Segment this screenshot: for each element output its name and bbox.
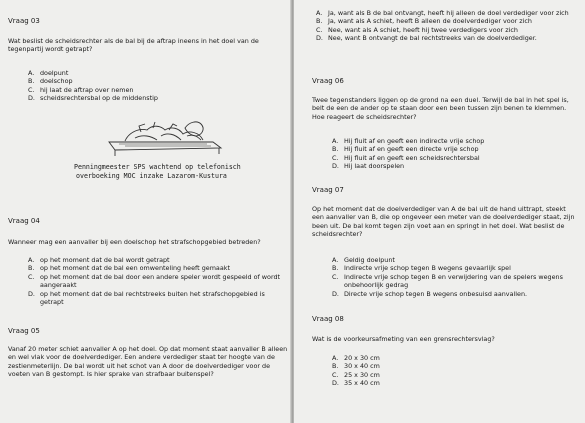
option: B. doelschop <box>28 77 73 86</box>
question-7-title: Vraag 07 <box>312 186 344 194</box>
question-8-text: Wat is de voorkeursafmeting van een grensrechtersvlag? <box>312 335 495 343</box>
option: C. Indirecte vrije schop tegen B en verwijdering van de spelers wegens onbehoorlijk gedrag <box>332 272 563 290</box>
question-8-options <box>332 354 532 388</box>
question-3-title: Vraag 03 <box>8 17 40 25</box>
sleeping-man-sketch <box>95 114 230 160</box>
question-4-options <box>28 256 286 306</box>
option: B. 30 x 40 cm <box>332 362 380 371</box>
option: A. Ja, want als B de bal ontvangt, heeft hij alleen de doel verdediger voor zich <box>316 9 569 17</box>
question-4-title: Vraag 04 <box>8 217 40 225</box>
option: B. Indirecte vrije schop tegen B wegens gevaarlijk spel <box>332 264 511 273</box>
right-page <box>294 0 585 423</box>
option: C. 25 x 30 cm <box>332 370 380 379</box>
question-4-text: Wanneer mag een aanvaller bij een doelschop het strafschopgebied betreden? <box>8 238 261 246</box>
option: B. Hij fluit af en geeft een directe vrije schop <box>332 145 479 154</box>
option: A. Geldig doelpunt <box>332 256 395 264</box>
option: D. Nee, want B ontvangt de bal rechtstreeks van de doelverdediger. <box>316 34 537 43</box>
question-6-options <box>332 137 572 171</box>
question-3-text: Wat beslist de scheidsrechter als de bal bij de aftrap ineens in het doel van de tegenpartij wordt getrapt? <box>8 37 259 54</box>
option: D. 35 x 40 cm <box>332 379 380 388</box>
left-page <box>0 0 291 423</box>
question-6-text: Twee tegenstanders liggen op de grond na een duel. Terwijl de bal in het spel is, belt de een de ander op te staan door een been tussen zijn benen te klemmen. Hoe reageert de scheidsrechter? <box>312 96 569 121</box>
cartoon-caption-line-2: overboeking MOC inzake Lazarom-Kustura <box>76 172 227 180</box>
question-6-title: Vraag 06 <box>312 77 344 85</box>
option: C. op het moment dat de bal door een andere speler wordt gespeeld of wordt aangeraakt <box>28 272 281 290</box>
option: D. Directe vrije schop tegen B wegens onbesuisd aanvallen. <box>332 289 528 298</box>
question-3-options <box>28 69 278 103</box>
option: C. Hij fluit af en geeft een scheidsrechtersbal <box>332 153 480 162</box>
option: C. hij laat de aftrap over nemen <box>28 85 134 94</box>
question-8-title: Vraag 08 <box>312 315 344 323</box>
question-5-text: Vanaf 20 meter schiet aanvaller A op het doel. Op dat moment staat aanvaller B alleen en wel vlak voor de doelverdediger. Een andere verdediger staat ter hoogte van de zestienmeterlijn. De bal wordt uit het schot van A door de doelverdediger voor de voeten van B gestompt. Is hier sprake van strafbaar buitenspel? <box>8 345 288 378</box>
option: A. Hij fluit af en geeft een indirecte vrije schop <box>332 137 485 145</box>
option: A. doelpunt <box>28 69 69 77</box>
question-7-text: Op het moment dat de doelverdediger van A de bal uit de hand uittrapt, steekt een aanvaller van B, die op ongeveer een meter van de doelverdediger staat, zijn been uit. De bal komt tegen zijn voet aan en springt in het doel. Wat beslist de scheidsrechter? <box>312 205 575 238</box>
option: A. op het moment dat de bal wordt getrapt <box>28 256 170 264</box>
option: D. scheidsrechtersbal op de middenstip <box>28 94 158 103</box>
question-5-options <box>316 9 578 43</box>
question-7-options <box>332 256 580 298</box>
option: B. Ja, want als A schiet, heeft B alleen de doelverdediger voor zich <box>316 17 532 26</box>
option: B. op het moment dat de bal een omwenteling heeft gemaakt <box>28 264 230 273</box>
option: D. op het moment dat de bal rechtstreeks buiten het strafschopgebied is getrapt <box>28 289 265 307</box>
cartoon-caption-line-1: Penningmeester SPS wachtend op telefonisch <box>74 163 241 171</box>
question-5-title: Vraag 05 <box>8 327 40 335</box>
option: C. Nee, want als A schiet, heeft hij twee verdedigers voor zich <box>316 25 518 34</box>
option: A. 20 x 30 cm <box>332 354 380 362</box>
option: D. Hij laat doorspelen <box>332 162 405 171</box>
